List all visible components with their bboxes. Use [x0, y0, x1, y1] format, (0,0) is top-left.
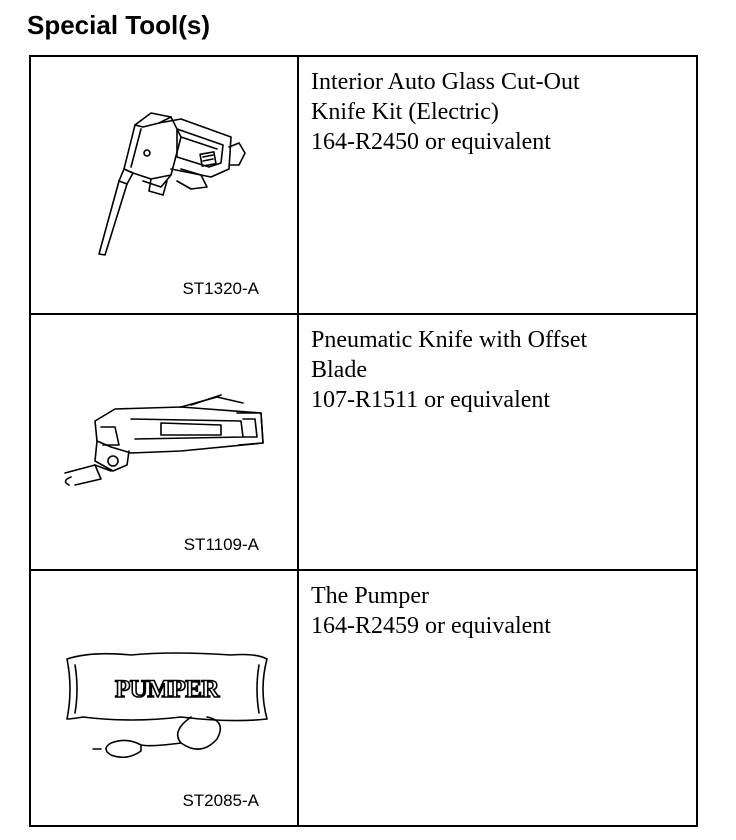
tool-part-number: 164-R2450 or equivalent [311, 129, 551, 155]
tool-image-code: ST1109-A [183, 535, 259, 554]
tool-name-line: Blade [311, 357, 367, 383]
tool-row [31, 571, 696, 825]
tool-row [31, 315, 696, 571]
tool-name-line: Interior Auto Glass Cut-Out [311, 69, 580, 95]
tool-image-code: ST2085-A [182, 791, 259, 810]
tool-description [311, 581, 688, 641]
tool-name-line: Pneumatic Knife with Offset [311, 327, 588, 353]
special-tools-table [29, 55, 698, 827]
page-title: Special Tool(s) [27, 10, 210, 40]
electric-knife-illustration [31, 57, 297, 313]
tool-row [31, 57, 696, 315]
tool-image-cell [31, 315, 299, 569]
pumper-label: PUMPER [115, 676, 219, 703]
pumper-illustration [31, 571, 297, 823]
pneumatic-knife-illustration [31, 315, 297, 569]
tool-part-number: 164-R2459 or equivalent [311, 613, 551, 639]
tool-description [311, 325, 688, 415]
tool-image-cell [31, 571, 299, 825]
tool-name-line: Knife Kit (Electric) [311, 99, 499, 125]
tool-description [311, 67, 688, 157]
tool-image-code: ST1320-A [182, 279, 259, 298]
tool-name-line: The Pumper [311, 583, 429, 609]
tool-part-number: 107-R1511 or equivalent [311, 387, 551, 413]
tool-image-cell [31, 57, 299, 313]
